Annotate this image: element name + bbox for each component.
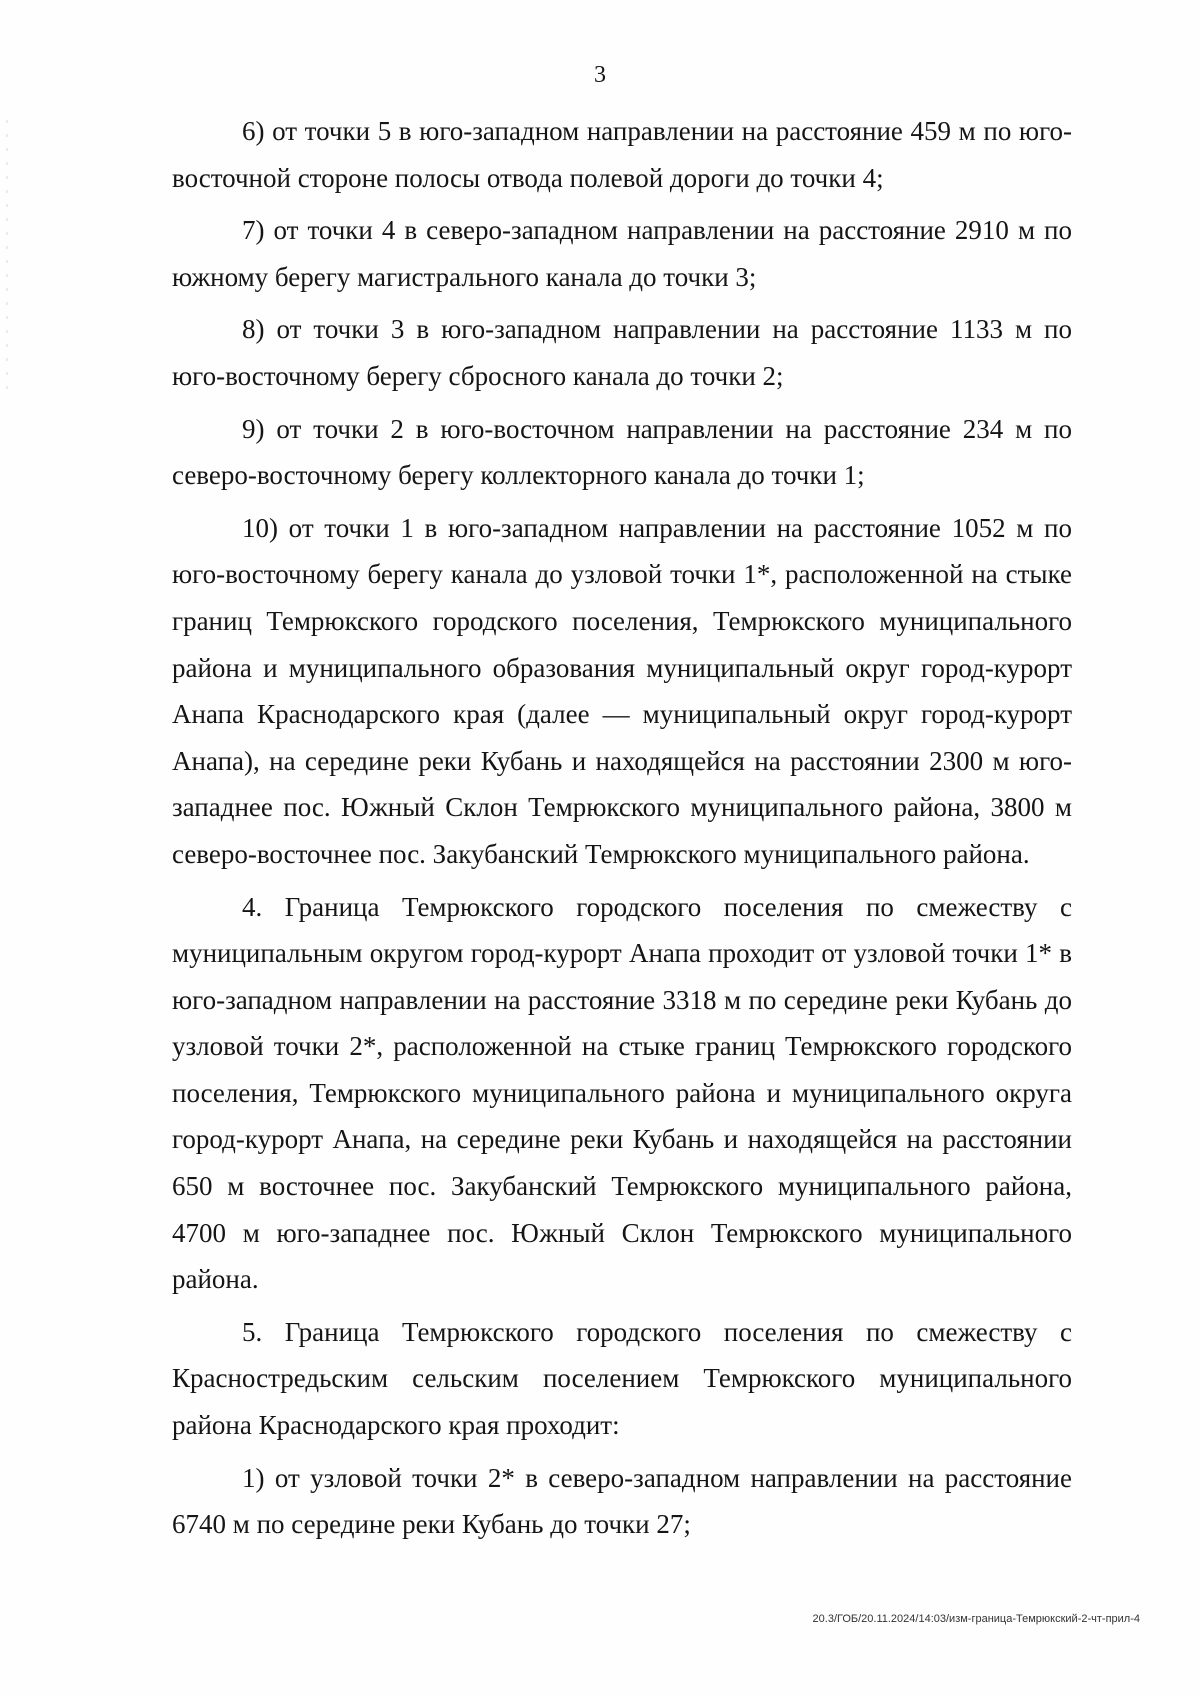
page-number: 3 xyxy=(594,62,606,88)
paragraph-9: 9) от точки 2 в юго-восточном направлении на расстояние 234 м по северо-восточному берегу коллекторного канала до точки 1; xyxy=(172,413,1072,491)
paragraph-8: 8) от точки 3 в юго-западном направлении на расстояние 1133 м по юго-восточному берегу сбросного канала до точки 2; xyxy=(172,314,1072,391)
paragraph-6: 6) от точки 5 в юго-западном направлении на расстояние 459 м по юго-восточной стороне полосы отвода полевой дороги до точки 4; xyxy=(172,116,1072,193)
paragraph-7: 7) от точки 4 в северо-западном направлении на расстояние 2910 м по южному берегу магистрального канала до точки 3; xyxy=(172,215,1072,292)
scan-artifact xyxy=(6,120,8,400)
section-5-item-1: 1) от узловой точки 2* в северо-западном направлении на расстояние 6740 м по середине реки Кубань до точки 27; xyxy=(172,1462,1072,1540)
section-4: 4. Граница Темрюкского городского поселения по смежеству с муниципальным округом город-курорт Анапа проходит от узловой точки 1* в юго-западном направлении на расстояние 3318 м по середине реки Кубань до узловой точки 2*, расположенной на стыке границ Темрюкского городского поселения, Темрюкского муниципального района и муниципального округа город-курорт Анапа, на середине реки Кубань и находящейся на расстоянии 650 м восточнее пос. Закубанский Темрюкского муниципального района, 4700 м юго-западнее пос. Южный Склон Темрюкского муниципального района. xyxy=(172,891,1072,1295)
document-body xyxy=(172,108,1072,1554)
document-footer-code: 20.3/ГОБ/20.11.2024/14:03/изм-граница-Темрюкский-2-чт-прил-4 xyxy=(812,1613,1140,1625)
paragraph-10: 10) от точки 1 в юго-западном направлении на расстояние 1052 м по юго-восточному берегу канала до узловой точки 1*, расположенной на стыке границ Темрюкского городского поселения, Темрюкского муниципального района и муниципального образования муниципальный округ город-курорт Анапа Краснодарского края (далее — муниципальный округ город-курорт Анапа), на середине реки Кубань и находящейся на расстоянии 2300 м юго-западнее пос. Южный Склон Темрюкского муниципального района, 3800 м северо-восточнее пос. Закубанский Темрюкского муниципального района. xyxy=(172,512,1072,869)
section-5: 5. Граница Темрюкского городского поселения по смежеству с Красностредьским сельским поселением Темрюкского муниципального района Краснодарского края проходит: xyxy=(172,1316,1072,1441)
